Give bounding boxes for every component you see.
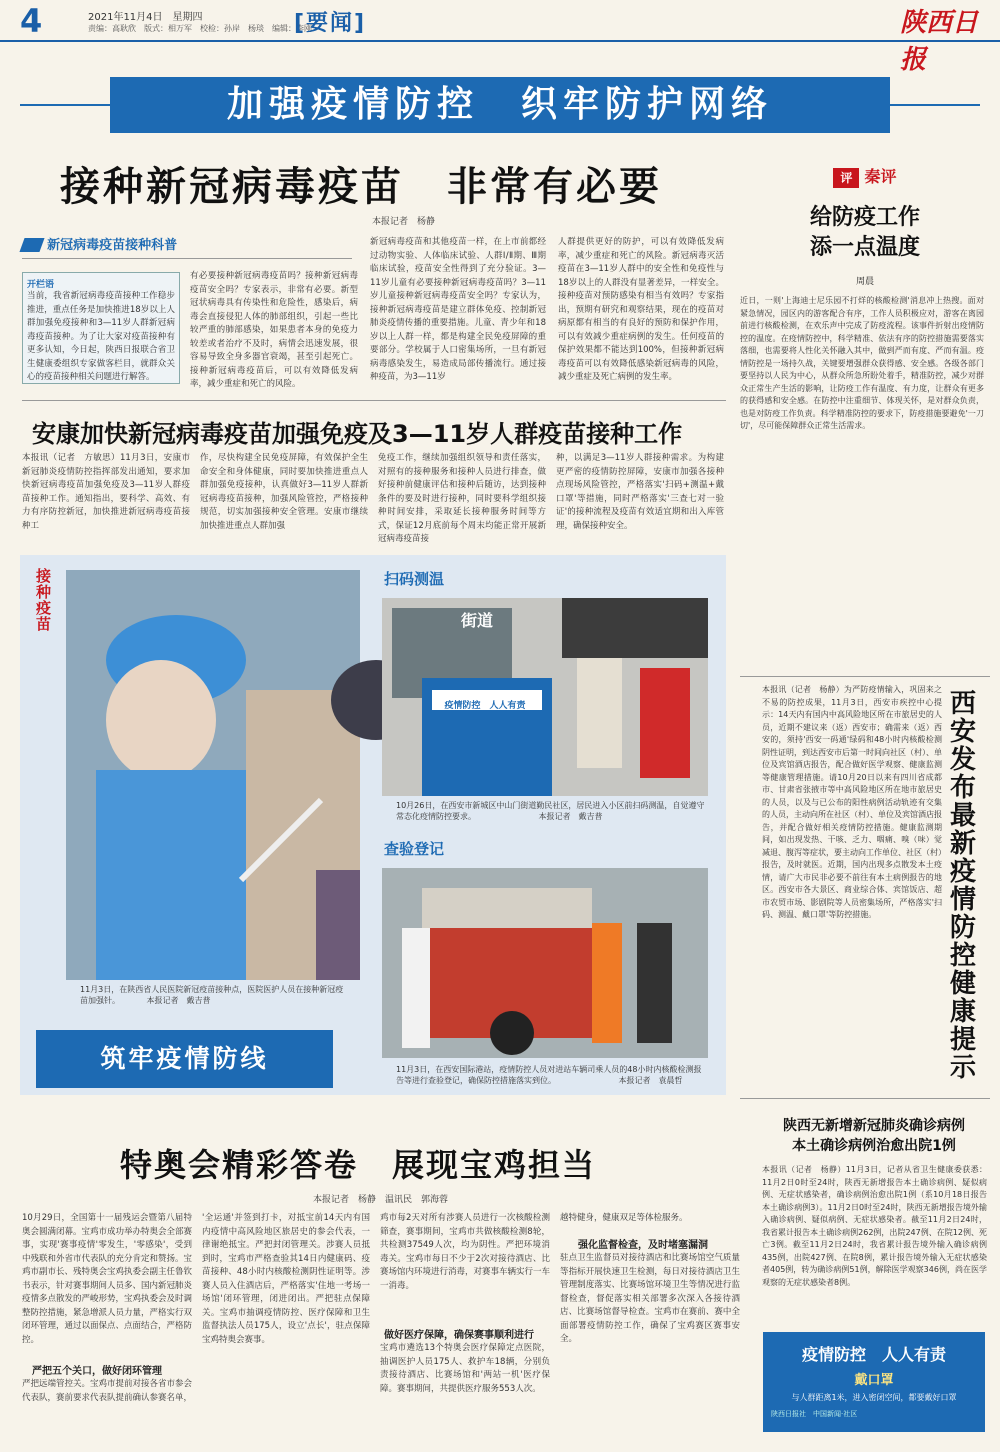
scan-temp-photo: [382, 598, 708, 796]
commentary-body: 近日，一则'上海迪士尼乐园不打烊的核酸检测'消息冲上热搜。面对紧急情况，园区内的游客配合有序，工作人员积极应对，游客在离园前进行核酸检测，在欢乐声中完成了防疫流程。该事件折射出疫情防控的温度。在疫情防控中，科学精准、依法有序的防控措施需要落实落细，也需要将人性化关怀融入其中，做到严而有度、严而有温。疫情防控是一场持久战，关键要增强群众获得感、安全感。各级各部门要坚持以人民为中心，从群众所急所盼处着手，精准防控，减少对群众正常生产生活的影响，让防疫工作有温度、有力度，让群众有更多的获得感和安全感。在防控中注重细节、体现关怀，是对群众负责，也是对防疫工作负责。科学精准防控的要求下，防疫措施要避免'一刀切'，尽可能保障群众正常生活需求。: [740, 296, 984, 430]
article2-col3: 免疫工作，继续加强组织领导和责任落实，对照有的接种服务和接种人员进行排查，做好接种前健康评估和接种后随访，达到接种条件的要及时进行接种，同时要科学组织接种时间安排，采取延长接种服务时间等方式，保证12月底前每个周末均能正常开展新冠病毒疫苗接: [378, 453, 546, 544]
article3-col1b: 严把远端管控关。宝鸡市提前对接各省市参会代表队，赛前要求代表队提前确认参赛名单，: [22, 1379, 193, 1403]
main-caption-text: 11月3日，在陕西省人民医院新冠疫苗接种点，医院医护人员在接种新冠疫苗加强针。: [80, 985, 344, 1005]
article1-tag: 新冠病毒疫苗接种科普: [47, 238, 178, 253]
article5-title-1: 陕西无新增新冠肺炎确诊病例: [783, 1118, 965, 1134]
article3-body: [22, 1212, 744, 1432]
article5-title-2: 本土确诊病例治愈出院1例: [792, 1138, 956, 1154]
section-label: [要闻]: [294, 11, 367, 36]
commentary-title-2: 添一点温度: [809, 234, 920, 260]
article5-title: [764, 1116, 984, 1156]
article1-tag-bar: [22, 234, 352, 256]
intro-text: 当前，我省新冠病毒疫苗接种工作稳步推进，重点任务是加快推进18岁以上人群加强免疫接种和3—11岁人群新冠病毒疫苗接种。为了让大家对疫苗接种有更多认知，今日起，陕西日报联合省卫生健康委组织专家做客栏目，就群众关心的疫苗接种相关问题进行解答。: [27, 291, 175, 382]
article3-col3: 鸡市每2天对所有涉赛人员进行一次核酸检测筛查，赛事期间，宝鸡市共做核酸检测8轮，共检测37549人次，均为阴性。严把环境消毒关。宝鸡市每日不少于2次对接待酒店、比赛场馆内环境进行消毒，对赛事车辆实行一车一消毒。: [380, 1213, 551, 1291]
staff-credits: 责编：高耿欣 版式：相万军 校检：孙岸 杨琰 编辑：李刚: [88, 24, 312, 33]
article3-byline: 本报记者 杨静 温讯民 郭海蓉: [313, 1195, 449, 1205]
banner-title: 加强疫情防控 织牢防护网络: [226, 84, 773, 125]
inspection-photo-art: [382, 868, 708, 1058]
article3-col3b: 宝鸡市遴选13个特奥会医疗保障定点医院，抽调医护人员175人、救护车18辆，分别负责接待酒店、比赛场馆和'两站一机'医疗保障。赛事期间，共提供医疗服务553人次。: [380, 1343, 550, 1394]
photo-street-text: 街道: [460, 611, 493, 630]
commentary-author: 周晨: [855, 277, 874, 287]
intro-box: [22, 272, 180, 384]
photo-sign-text: 疫情防控 人人有责: [444, 701, 526, 711]
article3-title: 特奥会精彩答卷 展现宝鸡担当: [120, 1146, 597, 1184]
psa-ad: [763, 1332, 985, 1432]
ad-org: 陕西日报社 中国新闻·社区: [771, 1410, 858, 1418]
article2-col4: 种，以满足3—11岁人群接种需求。为构建更严密的疫情防控屏障，安康市加强各接种点现场风险管控，严格落实'扫码+测温+戴口罩'等措施，同时严格落实'三查七对一验证'的接种流程及疫苗有效适宜期和出入库管理，确保接种安全。: [556, 453, 724, 531]
article3-col4b: 驻点卫生监督员对接待酒店和比赛场馆空气质量等指标开展快速卫生检测，每日对接待酒店卫生管理制度落实、比赛场馆环境卫生等情况进行监督检查，督促落实相关部署多次深入各接待酒店、比赛场馆督导检查。宝鸡市在赛前、赛中全面部署疫情防控工作，确保了宝鸡赛区赛事安全。: [560, 1253, 740, 1344]
article5-body: 本报讯（记者 杨静）11月3日，记者从省卫生健康委获悉：11月2日0时至24时，陕西无新增报告本土确诊病例、疑似病例、无症状感染者，确诊病例治愈出院1例（系10月18日报告本土确诊病例3）。11月2日0时至24时，陕西无新增报告境外输入确诊病例、疑似病例、无症状感染者。截至11月2日24时，我省累计报告本土确诊病例262例，出院247例、在院12例、死亡3例。截至11月2日24时，我省累计报告境外输入确诊病例435例，出院427例、在院8例，累计报告境外输入无症状感染者405例，转为确诊病例51例，解除医学观察346例，尚在医学观察的无症状感染者8例。: [762, 1165, 987, 1287]
article1-col1: 有必要接种新冠病毒疫苗吗？接种新冠病毒疫苗安全吗？专家表示，非常有必要。新型冠状病毒具有传染性和危险性，感染后，病毒会直接侵犯人体的肺部组织，引起一些比较严重的肺部感染，如果患者本身的免疫力较差或者治疗不及时，病情会迅速发展，很容易导致全身多器官衰竭，甚至引起死亡。接种新冠病毒疫苗后，可以有效降低发病率，减少重症和死亡的风险。: [190, 271, 358, 389]
photo2-subtitle: 查验登记: [384, 840, 445, 858]
photo1-subtitle: 扫码测温: [384, 570, 445, 588]
vaccination-photo: [66, 570, 360, 980]
photo1-caption-byline: 本报记者 戴吉普: [538, 812, 603, 821]
commentary-column: [740, 160, 990, 680]
article2-title: 安康加快新冠病毒疫苗加强免疫及3—11岁人群疫苗接种工作: [32, 420, 683, 448]
divider: [22, 258, 352, 259]
article4-vertical-title: 西安发布最新疫情防控健康提示: [949, 689, 976, 1083]
photo2-caption-text: 11月3日，在西安国际港站，疫情防控人员对进站车辆司乘人员的48小时内核酸检测报告等进行查验登记，确保防控措施落实到位。: [396, 1065, 702, 1085]
article3-col1: 10月29日，全国第十一届残运会暨第八届特奥会圆满闭幕。宝鸡市成功举办特奥会全部赛事，实现'赛事疫情'零发生，'零感染'，受到中残联和外省市代表队的充分肯定和赞扬。宝鸡市副市长、残特奥会宝鸡执委会副主任鲁钦书表示，针对赛事期间人员多、国内新冠肺炎疫情多点散发的严峻形势，宝鸡执委会及时调整防控措施，紧急增派人员力量，严格实行双闭环管理，通过以面保点、点面结合，严格防控。: [22, 1213, 193, 1345]
tag-stripe-icon: [19, 238, 44, 252]
article1-title: 接种新冠病毒疫苗 非常有必要: [60, 164, 662, 210]
issue-date: 2021年11月4日 星期四: [88, 12, 203, 23]
article1-col3: 人群提供更好的防护，可以有效降低发病率，减少重症和死亡的风险。新冠病毒灭活疫苗在3—11岁人群中的安全性和免疫性与18岁以上的人群没有显著差异，一样安全。接种疫苗对预防感染有相当有效吗？专家指出，预期有研究和观察结果，现在的疫苗对病原都有相当的有良好的预防和保护作用，可以有效减少重症病例的发生。任何疫苗的保护效果都不能达到100%，但接种新冠病毒疫苗可以有效降低感染新冠病毒的风险，减少重症及死亡病例的发生率。: [558, 237, 724, 382]
article2-col1: 本报讯（记者 方敏思）11月3日，安康市新冠肺炎疫情防控指挥部发出通知，要求加快新冠病毒疫苗加强免疫及3—11岁人群疫苗接种工作。通知指出，要科学、高效、有力有序防控新冠，加快推进新冠病毒疫苗接种工: [22, 453, 190, 531]
photo2-caption-byline: 本报记者 袁晨哲: [618, 1076, 683, 1085]
ad-title: 疫情防控 人人有责: [801, 1345, 946, 1364]
article3-heading-b: 做好医疗保障，确保赛事顺利进行: [384, 1330, 534, 1341]
commentary-badge-row: [740, 164, 990, 188]
main-caption-byline: 本报记者 戴吉普: [146, 996, 211, 1005]
inspection-photo: [382, 868, 708, 1058]
article3-col4: 越特健身，健康双足等体检服务。: [560, 1213, 688, 1223]
vaccination-photo-art: [66, 570, 360, 980]
scan-temp-photo-art: [382, 598, 708, 796]
panel-vertical-title: 接种疫苗: [36, 567, 52, 633]
photo2-caption: [396, 1064, 706, 1086]
banner: [110, 77, 890, 133]
divider: [740, 676, 990, 677]
article3-heading-a: 严把五个关口，做好闭环管理: [32, 1366, 162, 1377]
article4-body: 本报讯（记者 杨静）为严防疫情输入，巩固来之不易的防控成果，11月3日，西安市疾控中心提示：14天内有国内中高风险地区所在市旅居史的人员，近期不建议来（返）西安市；确需来（返）西安的，须持'西安一码通'绿码和48小时内核酸检测阴性证明，到达西安市后第一时间向社区（村）、单位及宾馆酒店报告，配合做好医学观察、健康监测等健康管理措施。请10月20日以来有四川省成都市、甘肃省张掖市等中高风险地区所在地市旅居史的人员，以及与已公布的阳性病例活动轨迹有交集的人员，主动向所在社区（村）、单位及宾馆酒店报告，并配合做好相关疫情防控措施。健康监测期间，如出现发热、干咳、乏力、咽痛、嗅（味）觉减退、腹泻等症状，要主动向工作单位、社区（村）报告，及时就医。近期，国内出现多点散发本土疫情，请广大市民非必要不前往有本土病例报告的地区。西安市各大景区、商业综合体、宾馆饭店、超市农贸市场、影剧院等人员密集场所，严格落实'扫码、测温、戴口罩'等防控措施。: [762, 685, 942, 919]
panel-banner-text: 筑牢疫情防线: [100, 1044, 269, 1073]
page-number: 4: [20, 2, 43, 40]
commentary-badge: 秦评: [864, 167, 897, 186]
article1-col2: 新冠病毒疫苗和其他疫苗一样，在上市前都经过动物实验、人体临床试验、人群Ⅰ/Ⅱ期、Ⅲ期临床试验，疫苗安全性得到了充分验证。3—11岁儿童有必要接种新冠病毒疫苗吗？3—11岁儿童接种新冠病毒疫苗安全吗？专家认为，接种新冠病毒疫苗是建立群体免疫、控制新冠肺炎疫情传播的重要措施。儿童、青少年和18岁以上人群一样，都是构建全民免疫屏障的重要部分。学校属于人口密集场所，一旦有新冠病毒感染发生，易造成局部传播流行。通过接种疫苗，为3—11岁: [370, 237, 546, 382]
article3-heading-c: 强化监督检查，及时堵塞漏洞: [578, 1240, 708, 1251]
panel-banner: [36, 1030, 333, 1088]
ad-subtitle: 戴口罩: [854, 1373, 894, 1388]
main-photo-caption: [80, 984, 350, 1006]
article3-col2: '全运通'并签到打卡，对抵宝前14天内有国内疫情中高风险地区旅居史的参会代表，一律谢绝抵宝。严把封闭管理关。涉赛人员抵到时，宝鸡市严格查验其14日内健康码、疫苗接种、48小时内核酸检测阴性证明等。涉赛人员入住酒店后，严格落实'住地一考场一场馆'闭环管理，闭进闭出。严把驻点保障关。宝鸡市抽调疫情防控、医疗保障和卫生监督执法人员175人，设立'点长'，驻点保障宝鸡特奥会赛事。: [202, 1213, 370, 1345]
divider: [740, 1098, 990, 1099]
article2-col2: 作，尽快构建全民免疫屏障，有效保护全生命安全和身体健康，同时要加快推进重点人群加强免疫接种，认真做好3—11岁人群新冠病毒疫苗接种，加强风险管控，严格接种规范，切实加强接种安全管理。安康市继续加快推进重点人群加强: [200, 453, 368, 531]
divider: [22, 400, 726, 401]
commentary-badge-icon: 评: [833, 168, 859, 188]
photo1-caption-text: 10月26日，在西安市新城区中山门街道勤民社区，居民进入小区前扫码测温，自觉遵守常态化疫情防控要求。: [396, 801, 705, 821]
photo1-caption: [396, 800, 706, 822]
newspaper-logo: 陕西日报: [900, 8, 979, 75]
intro-label: 开栏语: [27, 280, 55, 290]
article1-byline: 本报记者 杨静: [372, 217, 436, 227]
ad-body: 与人群距离1米，进入密闭空间，都要戴好口罩: [791, 1393, 957, 1402]
commentary-title-1: 给防疫工作: [809, 204, 920, 230]
